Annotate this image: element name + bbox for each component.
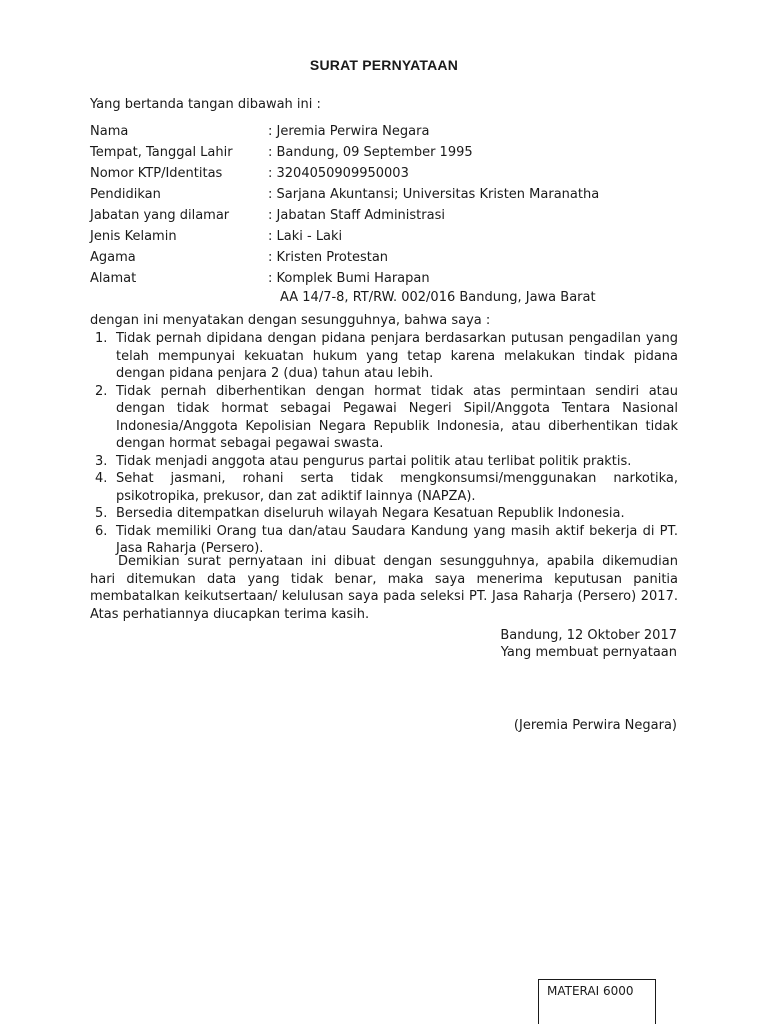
address-line-2: AA 14/7-8, RT/RW. 002/016 Bandung, Jawa Barat (280, 290, 596, 305)
field-label: Jabatan yang dilamar (90, 208, 230, 223)
place-date: Bandung, 12 Oktober 2017 (500, 628, 677, 643)
field-value: : Sarjana Akuntansi; Universitas Kristen Maranatha (268, 187, 600, 202)
item-number: 5. (95, 506, 108, 521)
list-item (90, 383, 678, 453)
item-number: 4. (95, 471, 108, 486)
field-label: Jenis Kelamin (90, 229, 177, 244)
statement-list (90, 330, 678, 558)
item-text: Tidak menjadi anggota atau pengurus partai politik atau terlibat politik praktis. (116, 453, 632, 469)
item-text: Tidak pernah diberhentikan dengan hormat tidak atas permintaan sendiri atau dengan tidak hormat sebagai Pegawai Negeri Sipil/Anggota Tentara Nasional Indonesia/Anggota Kepolisian Negara Republik Indonesia, atau diberhentikan tidak dengan hormat sebagai pegawai swasta. (116, 383, 678, 451)
statement-text: dengan ini menyatakan dengan sesungguhnya, bahwa saya : (90, 313, 491, 328)
item-number: 3. (95, 453, 108, 469)
list-item (90, 505, 678, 523)
field-label: Nomor KTP/Identitas (90, 166, 223, 181)
list-item (90, 330, 678, 383)
field-label: Nama (90, 124, 129, 139)
item-text: Tidak pernah dipidana dengan pidana penjara berdasarkan putusan pengadilan yang telah mempunyai kekuatan hukum yang tetap karena melakukan tindak pidana dengan pidana penjara 2 (dua) tahun atau lebih. (116, 331, 678, 381)
intro-text: Yang bertanda tangan dibawah ini : (90, 97, 321, 112)
item-number: 2. (95, 383, 108, 399)
maker-label: Yang membuat pernyataan (500, 645, 677, 660)
item-text: Bersedia ditempatkan diseluruh wilayah Negara Kesatuan Republik Indonesia. (116, 506, 625, 521)
document-title: SURAT PERNYATAAN (309, 57, 459, 73)
field-label: Tempat, Tanggal Lahir (90, 145, 233, 160)
closing-paragraph: Demikian surat pernyataan ini dibuat dengan sesungguhnya, apabila dikemudian hari ditemukan data yang tidak benar, maka saya menerima keputusan panitia membatalkan keikutsertaan/ kelulusan saya pada seleksi PT. Jasa Raharja (Persero) 2017. Atas perhatiannya diucapkan terima kasih. (90, 554, 678, 622)
field-value: : Jeremia Perwira Negara (268, 124, 430, 139)
item-text: Tidak memiliki Orang tua dan/atau Saudara Kandung yang masih aktif bekerja di PT. Jasa Raharja (Persero). (116, 523, 678, 556)
field-value: : 3204050909950003 (268, 166, 409, 181)
field-value: : Laki - Laki (268, 229, 343, 244)
field-value: : Komplek Bumi Harapan (268, 271, 430, 286)
field-label: Pendidikan (90, 187, 161, 202)
item-number: 1. (95, 331, 108, 346)
stamp-label: MATERAI 6000 (547, 984, 634, 998)
field-value: : Bandung, 09 September 1995 (268, 145, 473, 160)
list-item (90, 453, 678, 471)
list-item (90, 470, 678, 505)
field-label: Alamat (90, 271, 137, 286)
field-value: : Kristen Protestan (268, 250, 389, 265)
signer-name: (Jeremia Perwira Negara) (513, 718, 677, 733)
materai-stamp-box (538, 979, 656, 1024)
item-number: 6. (95, 523, 108, 539)
field-value: : Jabatan Staff Administrasi (268, 208, 445, 223)
field-label: Agama (90, 250, 136, 265)
item-text: Sehat jasmani, rohani serta tidak mengkonsumsi/menggunakan narkotika, psikotropika, prekusor, dan zat adiktif lainnya (NAPZA). (116, 471, 678, 504)
